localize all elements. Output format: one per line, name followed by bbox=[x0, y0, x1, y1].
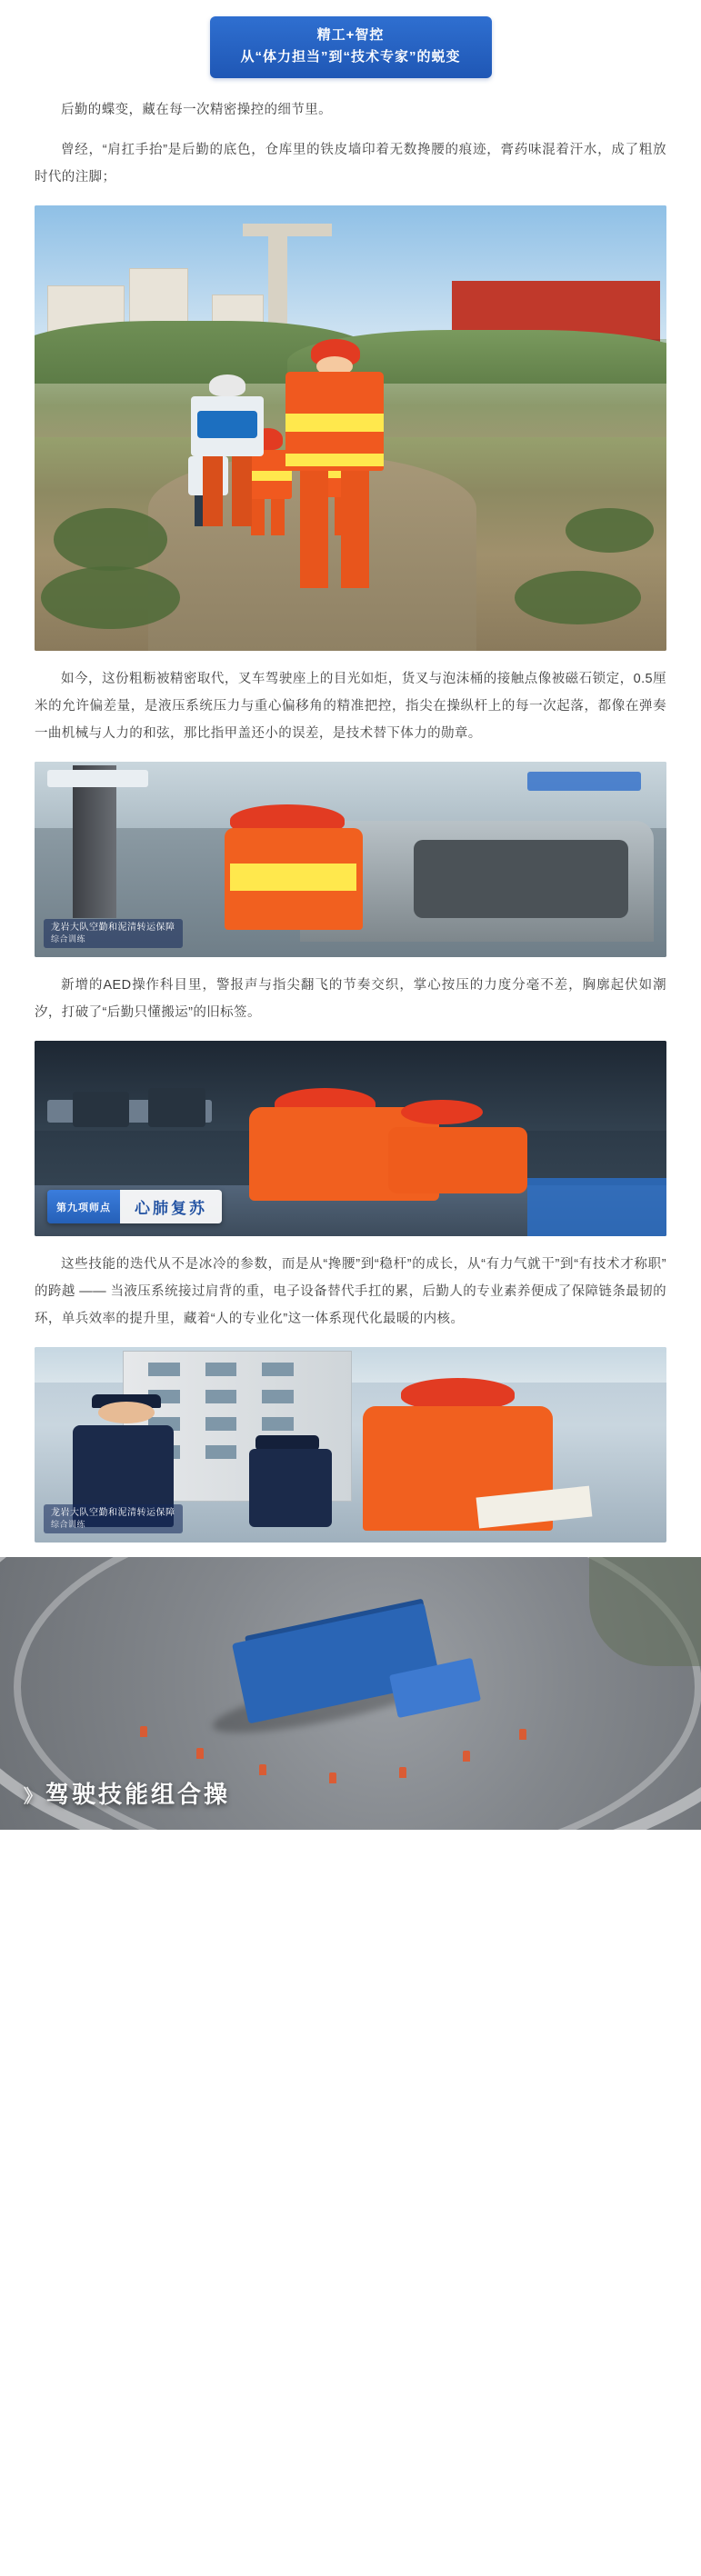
figure-rescue-team bbox=[35, 205, 666, 651]
header-banner bbox=[210, 16, 492, 78]
banner-title-line2: 从“体力担当”到“技术专家”的蜕变 bbox=[240, 49, 461, 65]
figure-driving-skills bbox=[0, 1557, 701, 1830]
figure-cpr-ribbon bbox=[47, 1190, 222, 1223]
figure-cpr bbox=[35, 1041, 666, 1236]
paragraph-2: 曾经，“肩扛手抬”是后勤的底色，仓库里的铁皮墙印着无数搀腰的痕迹，膏药味混着汗水，成了粗放时代的注脚； bbox=[35, 143, 666, 185]
paragraph-3: 如今，这份粗粝被精密取代，叉车驾驶座上的目光如炬，货叉与泡沫桶的接触点像被磁石锁定，0.5厘米的允许偏差量，是液压系统压力与重心偏移角的精准把控，指尖在操纵杆上的每一次起落，都像在弹奏一曲机械与人力的和弦，那比指甲盖还小的误差，是技术替下体力的勋章。 bbox=[35, 672, 666, 741]
paragraph-4: 新增的AED操作科目里，警报声与指尖翻飞的节奏交织，掌心按压的力度分毫不差，胸廓起伏如潮汐，打破了“后勤只懂搬运”的旧标签。 bbox=[35, 978, 666, 1020]
banner-title-line1: 精工+智控 bbox=[316, 27, 385, 43]
figure-forklift-caption-main: 龙岩大队空勤和泥清转运保障 bbox=[51, 923, 175, 933]
figure-outdoor-caption-sub: 综合训练 bbox=[51, 1520, 86, 1529]
figure-driving-skills-title: 驾驶技能组合操 bbox=[45, 1781, 231, 1808]
figure-outdoor-caption-main: 龙岩大队空勤和泥清转运保障 bbox=[51, 1508, 175, 1518]
paragraph-1: 后勤的蝶变，藏在每一次精密操控的细节里。 bbox=[61, 103, 332, 117]
figure-forklift bbox=[35, 762, 666, 957]
header-banner-wrap bbox=[0, 0, 701, 84]
paragraph-5: 这些技能的迭代从不是冰冷的参数，而是从“搀腰”到“稳杆”的成长，从“有力气就干”到“有技术才称职”的跨越 —— 当液压系统接过肩背的重，电子设备替代手扛的累，后勤人的专业素养便成了保障链条最韧的环，单兵效率的提升里，藏着“人的专业化”这一体系现代化最暖的内核。 bbox=[35, 1257, 666, 1326]
figure-cpr-ribbon-tag: 第九项师点 bbox=[47, 1190, 120, 1223]
figure-forklift-caption-sub: 综合训练 bbox=[51, 934, 86, 944]
chevron-right-icon: 》 bbox=[24, 1787, 40, 1807]
figure-driving-skills-title-wrap bbox=[24, 1776, 230, 1810]
figure-outdoor-caption-chip bbox=[44, 1504, 183, 1533]
rescue-team-walking-photo bbox=[35, 205, 666, 651]
figure-forklift-caption-chip bbox=[44, 919, 183, 948]
figure-outdoor-training bbox=[35, 1347, 666, 1543]
figure-cpr-ribbon-title: 心肺复苏 bbox=[120, 1190, 222, 1223]
